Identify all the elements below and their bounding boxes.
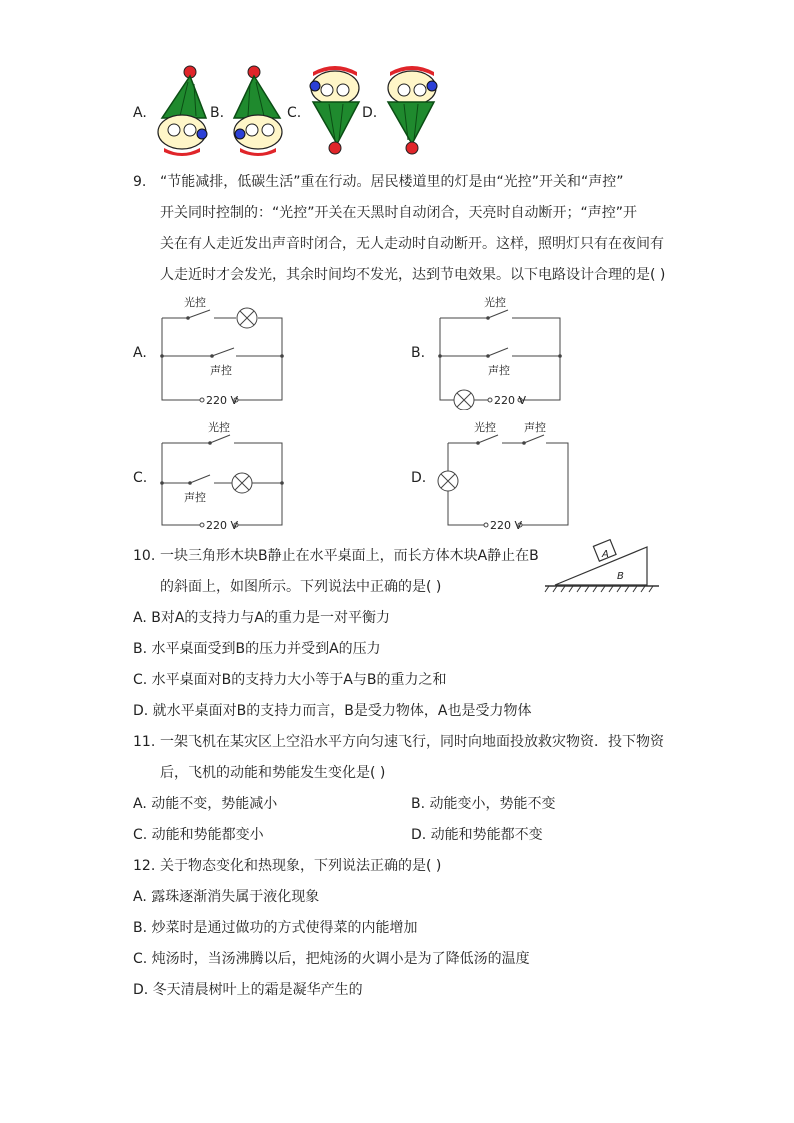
q12-stem: 关于物态变化和热现象，下列说法正确的是( ) [160,858,442,874]
q9-d-voltage-label: 220 V [490,519,523,532]
q8-option-a-label: A. [133,105,147,121]
q9-b-light-label: 光控 [484,296,506,309]
q10-number: 10. [133,548,156,564]
q10-option-d: D. 就水平桌面对B的支持力而言，B是受力物体，A也是受力物体 [133,703,532,719]
q9-b-voltage-label: 220 V [494,394,527,407]
q11-option-b: B. 动能变小，势能不变 [411,796,556,812]
q10-option-b: B. 水平桌面受到B的压力并受到A的压力 [133,641,381,657]
q9-option-b-label: B. [411,345,426,361]
q10-block-a-label: A [602,549,609,560]
q12-option-c: C. 炖汤时，当汤沸腾以后，把炖汤的火调小是为了降低汤的温度 [133,951,530,967]
q8-option-c-label: C. [287,105,302,121]
q9-a-sound-label: 声控 [210,364,232,377]
q9-b-sound-label: 声控 [488,364,510,377]
q9-circuit-b [428,290,568,410]
q10-incline-figure [543,535,663,601]
q9-circuit-c [150,415,290,535]
q11-option-d: D. 动能和势能都不变 [411,827,543,843]
q9-a-light-label: 光控 [184,296,206,309]
q9-d-sound-label: 声控 [524,421,546,434]
q9-circuit-a [150,290,290,410]
q11-line-1: 一架飞机在某灾区上空沿水平方向匀速飞行，同时向地面投放救灾物资．投下物资 [160,734,664,750]
q9-c-voltage-label: 220 V [206,519,239,532]
q11-option-a: A. 动能不变，势能减小 [133,796,278,812]
q9-line-2: 开关同时控制的：“光控”开关在天黑时自动闭合，天亮时自动断开；“声控”开 [160,205,638,221]
q12-option-d: D. 冬天清晨树叶上的霜是凝华产生的 [133,982,363,998]
q8-option-b-figure [226,60,290,160]
q11-line-2: 后，飞机的动能和势能发生变化是( ) [160,765,386,781]
q9-c-light-label: 光控 [208,421,230,434]
q10-line-2: 的斜面上，如图所示。下列说法中正确的是( ) [160,579,442,595]
q11-number: 11. [133,734,156,750]
q8-option-d-figure [380,60,444,160]
q12-option-b: B. 炒菜时是通过做功的方式使得菜的内能增加 [133,920,418,936]
q9-number: 9. [133,174,147,190]
q8-option-a-figure [150,60,214,160]
q9-c-sound-label: 声控 [184,491,206,504]
q8-option-b-label: B. [210,105,225,121]
q11-option-c: C. 动能和势能都变小 [133,827,264,843]
q8-option-d-label: D. [362,105,378,121]
q9-line-1: “节能减排，低碳生活”重在行动。居民楼道里的灯是由“光控”开关和“声控” [160,174,624,190]
q12-option-a: A. 露珠逐渐消失属于液化现象 [133,889,320,905]
q8-option-c-figure [303,60,367,160]
q9-option-a-label: A. [133,345,147,361]
q10-option-c: C. 水平桌面对B的支持力大小等于A与B的重力之和 [133,672,447,688]
q9-circuit-d [428,415,578,535]
q9-line-3: 关在有人走近发出声音时闭合，无人走动时自动断开。这样，照明灯只有在夜间有 [160,236,664,252]
q10-line-1: 一块三角形木块B静止在水平桌面上，而长方体木块A静止在B [160,548,539,564]
q9-option-d-label: D. [411,470,427,486]
q12-number: 12. [133,858,156,874]
q9-line-4: 人走近时才会发光，其余时间均不发光，达到节电效果。以下电路设计合理的是( ) [160,267,666,283]
q9-a-voltage-label: 220 V [206,394,239,407]
q9-d-light-label: 光控 [474,421,496,434]
q9-option-c-label: C. [133,470,148,486]
q10-option-a: A. B对A的支持力与A的重力是一对平衡力 [133,610,390,626]
q10-block-b-label: B [617,571,624,582]
q8-options [0,60,794,170]
